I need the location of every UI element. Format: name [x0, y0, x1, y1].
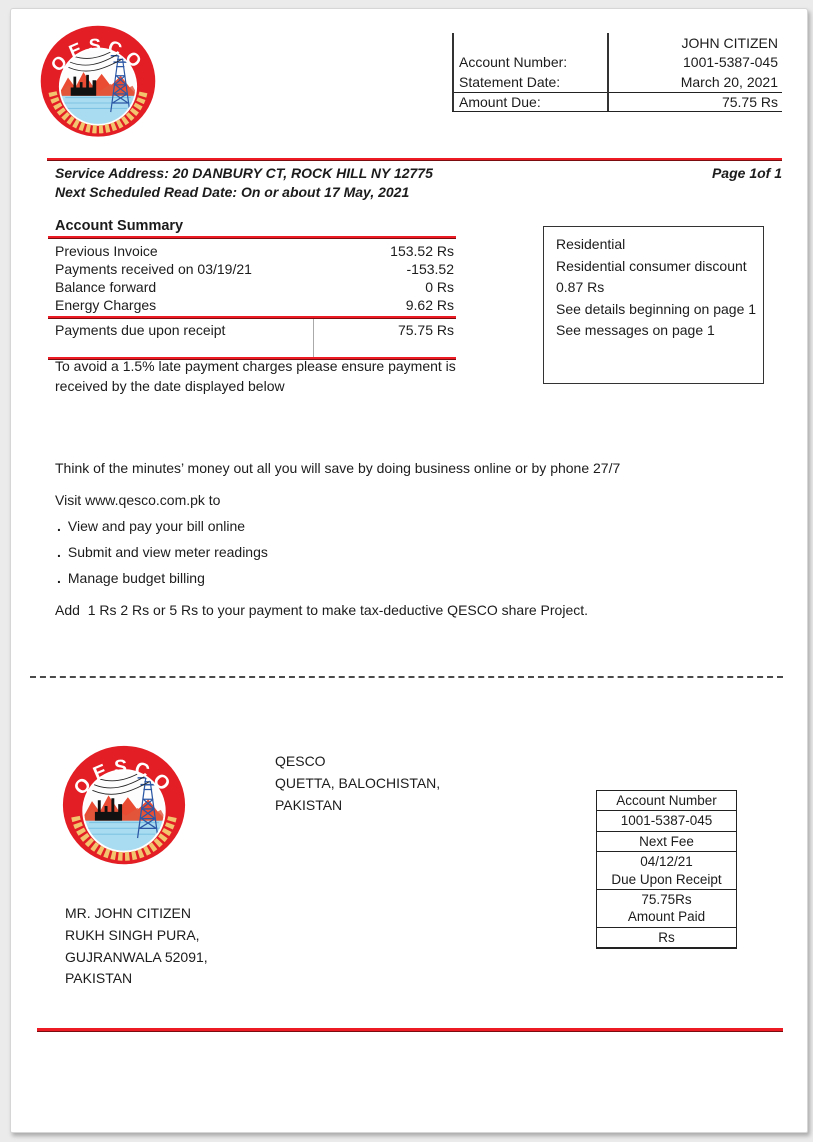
customer-name-row: [452, 33, 782, 53]
amount-due-row: [452, 92, 782, 113]
row-label: Balance forward: [55, 279, 157, 295]
header-account-table: [452, 33, 782, 111]
customer-name: JOHN CITIZEN: [681, 34, 778, 51]
customer-address: [65, 903, 208, 990]
stub-cell: Rs: [658, 929, 675, 945]
share-project-line: Add 1 Rs 2 Rs or 5 Rs to your payment to make tax-deductive QESCO share Project.: [55, 602, 589, 618]
info-line: See details beginning on page 1: [556, 300, 757, 317]
statement-date-value: March 20, 2021: [680, 73, 778, 90]
bullet-dot: .: [57, 518, 61, 534]
stub-cell: 04/12/21 Due Upon Receipt: [597, 852, 736, 890]
amount-due-value: 75.75 Rs: [721, 93, 778, 110]
due-value: 75.75 Rs: [397, 322, 454, 338]
summary-row: [48, 296, 456, 314]
rate-info-box: [543, 226, 764, 384]
stub-cell: Next Fee: [597, 832, 736, 852]
bullet-dot: .: [57, 570, 61, 586]
tear-off-separator: [30, 676, 783, 678]
row-label: Energy Charges: [55, 297, 157, 313]
promo-bullet: [57, 544, 268, 560]
info-line: 0.87 Rs: [556, 279, 605, 295]
company-line: QESCO: [275, 753, 326, 769]
next-read-date: Next Scheduled Read Date: On or about 17 May, 2021: [55, 184, 410, 200]
summary-row: [48, 242, 456, 260]
row-value: 153.52 Rs: [390, 243, 454, 259]
account-number-label: Account Number:: [459, 54, 568, 71]
statement-date-label: Statement Date:: [459, 73, 561, 90]
amount-due-label: Amount Due:: [459, 93, 541, 110]
table-divider: [607, 33, 609, 111]
qesco-logo: [60, 742, 188, 872]
info-line: Residential consumer discount: [556, 257, 747, 274]
table-border-left: [452, 33, 454, 111]
stub-cell: 75.75Rs Amount Paid: [597, 890, 736, 928]
row-label: Payments received on 03/19/21: [55, 261, 252, 277]
stub-cell: Account Number: [597, 791, 736, 811]
bottom-red-rule: [37, 1028, 783, 1032]
due-label: Payments due upon receipt: [55, 322, 226, 338]
bullet-text: Submit and view meter readings: [67, 544, 268, 560]
service-address: Service Address: 20 DANBURY CT, ROCK HILL NY 12775: [55, 165, 433, 181]
row-value: 9.62 Rs: [405, 297, 454, 313]
remit-stub-table: [596, 790, 737, 949]
qesco-logo-image: [38, 22, 158, 144]
customer-line: GUJRANWALA 52091,: [65, 948, 208, 965]
account-number-row: [452, 53, 782, 73]
stub-cell: 1001-5387-045: [597, 811, 736, 831]
row-value: 0 Rs: [425, 279, 454, 295]
promo-visit-line: Visit www.qesco.com.pk to: [55, 492, 221, 508]
page-number: Page 1of 1: [711, 165, 782, 181]
top-red-rule: [47, 158, 782, 161]
promo-think-line: Think of the minutes’ money out all you will save by doing business online or by phone 27/7: [55, 460, 621, 476]
bullet-text: Manage budget billing: [67, 570, 205, 586]
bullet-dot: .: [57, 544, 61, 560]
customer-line: PAKISTAN: [65, 970, 133, 987]
account-summary: [48, 218, 456, 360]
late-payment-notice: To avoid a 1.5% late payment charges please ensure payment is received by the date displayed below: [55, 358, 456, 394]
company-line: PAKISTAN: [275, 797, 343, 813]
summary-row: [48, 278, 456, 296]
promo-bullet: [57, 570, 205, 586]
due-row-divider: [313, 319, 314, 357]
bullet-text: View and pay your bill online: [67, 518, 246, 534]
company-address: [275, 750, 440, 816]
qesco-logo-image: [60, 742, 188, 872]
company-line: QUETTA, BALOCHISTAN,: [275, 775, 441, 791]
qesco-logo: [38, 22, 158, 144]
info-line: Residential: [556, 236, 626, 252]
customer-line: RUKH SINGH PURA,: [65, 926, 200, 943]
account-number-value: 1001-5387-045: [683, 54, 778, 71]
statement-date-row: [452, 72, 782, 92]
row-label: Previous Invoice: [55, 243, 158, 259]
promo-bullet: [57, 518, 245, 534]
account-summary-title: Account Summary: [55, 218, 184, 234]
info-line: See messages on page 1: [556, 322, 715, 338]
payment-due-row: [48, 319, 456, 357]
summary-row: [48, 260, 456, 278]
row-value: -153.52: [406, 261, 454, 277]
customer-line: MR. JOHN CITIZEN: [65, 905, 191, 921]
